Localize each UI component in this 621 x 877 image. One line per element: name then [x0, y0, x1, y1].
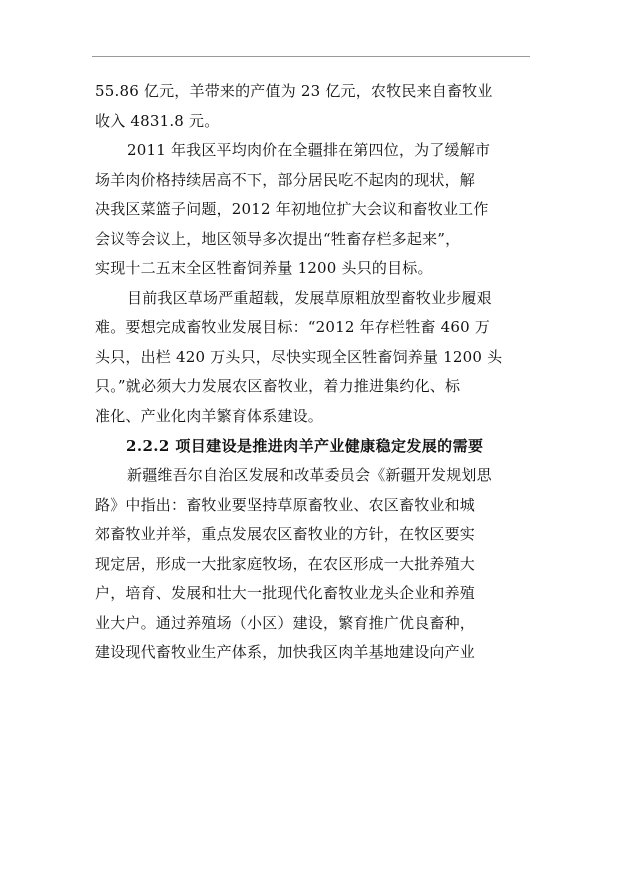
text-line-15: 路》中指出：畜牧业要坚持草原畜牧业、农区畜牧业和城 [95, 495, 476, 514]
header-rule [92, 56, 530, 57]
text-line-8: 目前我区草场严重超载，发展草原粗放型畜牧业步履艰 [127, 288, 492, 307]
text-line-10: 头只，出栏 420 万头只，尽快实现全区牲畜饲养量 1200 头 [95, 347, 503, 366]
text-line-9: 难。要想完成畜牧业发展目标：“2012 年存栏牲畜 460 万 [95, 318, 490, 337]
section-heading: 2.2.2 项目建设是推进肉羊产业健康稳定发展的需要 [126, 436, 484, 455]
body-text [95, 77, 531, 668]
text-line-16: 郊畜牧业并举，重点发展农区畜牧业的方针，在牧区要实 [95, 525, 476, 544]
text-line-2: 收入 4831.8 元。 [95, 111, 220, 130]
text-line-6: 会议等会议上，地区领导多次提出“牲畜存栏多起来”， [95, 229, 461, 248]
text-line-20: 建设现代畜牧业生产体系，加快我区肉羊基地建设向产业 [95, 643, 476, 662]
text-line-3: 2011 年我区平均肉价在全疆排在第四位，为了缓解市 [127, 141, 491, 160]
text-line-4: 场羊肉价格持续居高不下，部分居民吃不起肉的现状，解 [95, 170, 476, 189]
text-line-14: 新疆维吾尔自治区发展和改革委员会《新疆开发规划思 [127, 466, 492, 485]
text-line-5: 决我区菜篮子问题，2012 年初地位扩大会议和畜牧业工作 [95, 200, 489, 219]
text-line-12: 准化、产业化肉羊繁育体系建设。 [95, 407, 324, 426]
text-line-11: 只。”就必须大力发展农区畜牧业，着力推进集约化、标 [95, 377, 461, 396]
text-line-18: 户，培育、发展和壮大一批现代化畜牧业龙头企业和养殖 [95, 584, 476, 603]
text-line-17: 现定居，形成一大批家庭牧场，在农区形成一大批养殖大 [95, 554, 476, 573]
text-line-1: 55.86 亿元，羊带来的产值为 23 亿元，农牧民来自畜牧业 [95, 82, 493, 100]
text-line-7: 实现十二五末全区牲畜饲养量 1200 头只的目标。 [95, 259, 433, 278]
text-line-19: 业大户。通过养殖场（小区）建设，繁育推广优良畜种， [95, 613, 476, 632]
